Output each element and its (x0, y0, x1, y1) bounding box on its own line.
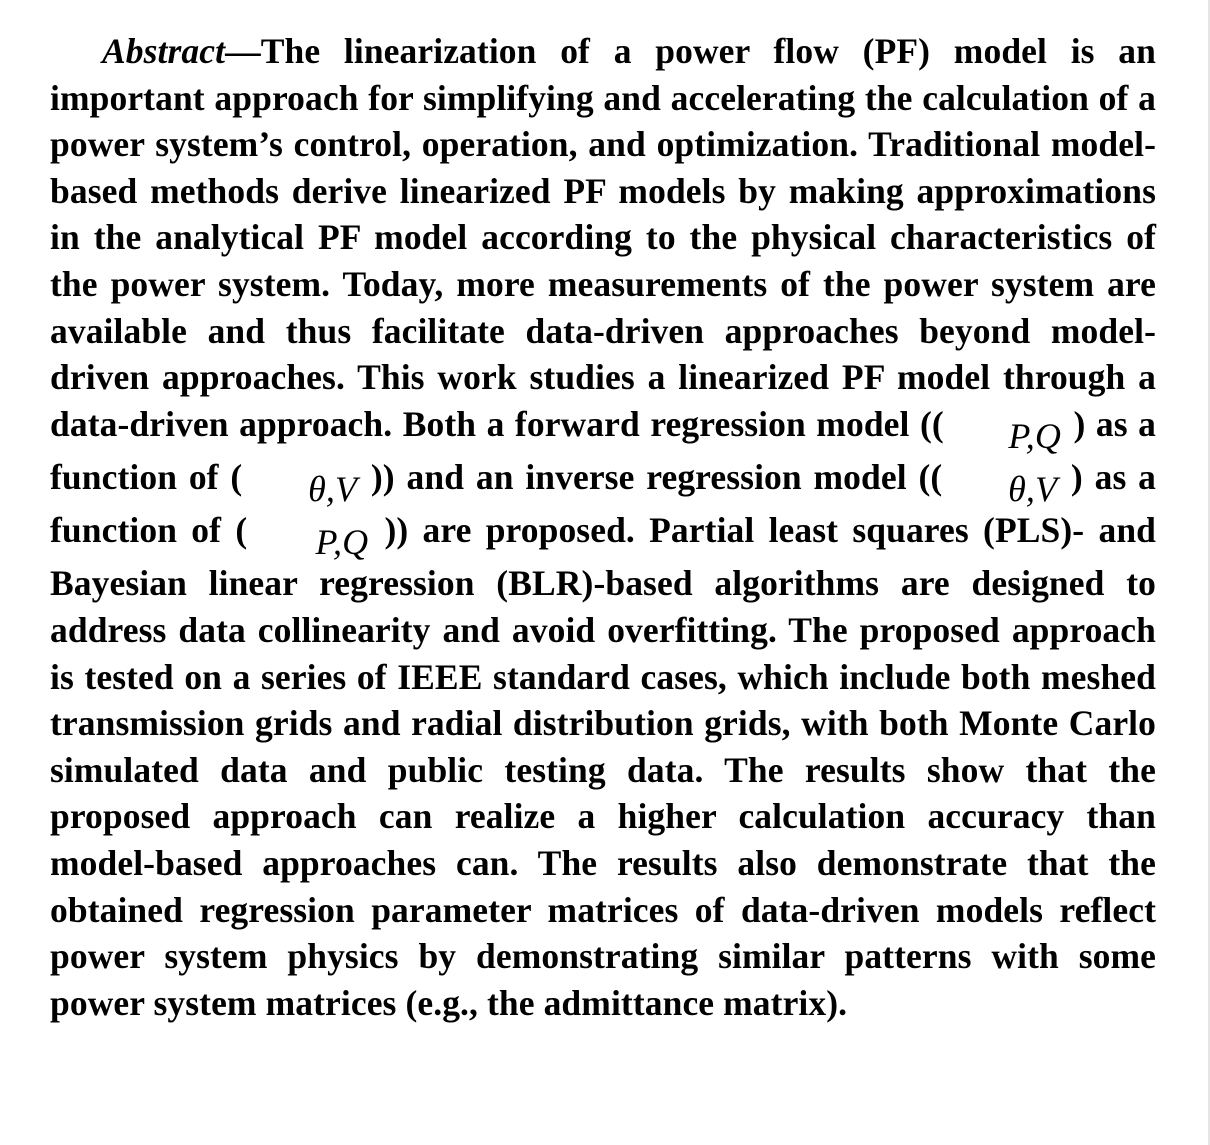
math-theta-v-1: θ,V (308, 469, 358, 510)
abstract-paragraph (50, 28, 1156, 1026)
math-p-q-2: P,Q (315, 522, 369, 563)
abstract-text-part-2: ) as a function of ( (50, 403, 1156, 497)
math-p-q-1: P,Q (1008, 415, 1061, 456)
abstract-label: Abstract (102, 31, 226, 71)
abstract-text-part-4: ) as a function of ( (50, 456, 1157, 551)
math-theta-v-2: θ,V (1008, 469, 1058, 510)
abstract-text-part-1: The linearization of a power flow (PF) model is an important approach for simplifying and accelerating the calculation of a power system’s control, operation, and optimization. Traditional model-based methods derive linearized PF models by making approximations in the analytical PF model according to the physical characteristics of the power system. Today, more measurements of the power system are available and thus facilitate data-driven approaches beyond model-driven approaches. This work studies a linearized PF model through a data-driven approach. Both a forward regression model (( (50, 31, 1156, 444)
abstract-text-part-3: )) and an inverse regression model (( (370, 456, 943, 497)
abstract-text-part-5: )) are proposed. Partial least squares (PLS)- and Bayesian linear regression (BLR)-based algorithms are designed to address data collinearity and avoid overfitting. The proposed approach is tested on a series of IEEE standard cases, which include both meshed transmission grids and radial distribution grids, with both Monte Carlo simulated data and public testing data. The results show that the proposed approach can realize a higher calculation accuracy than model-based approaches can. The results also demonstrate that the obtained regression parameter matrices of data-driven models reflect power system physics by demonstrating similar patterns with some power system matrices (e.g., the admittance matrix). (50, 510, 1157, 1023)
abstract-dash: — (225, 31, 261, 71)
